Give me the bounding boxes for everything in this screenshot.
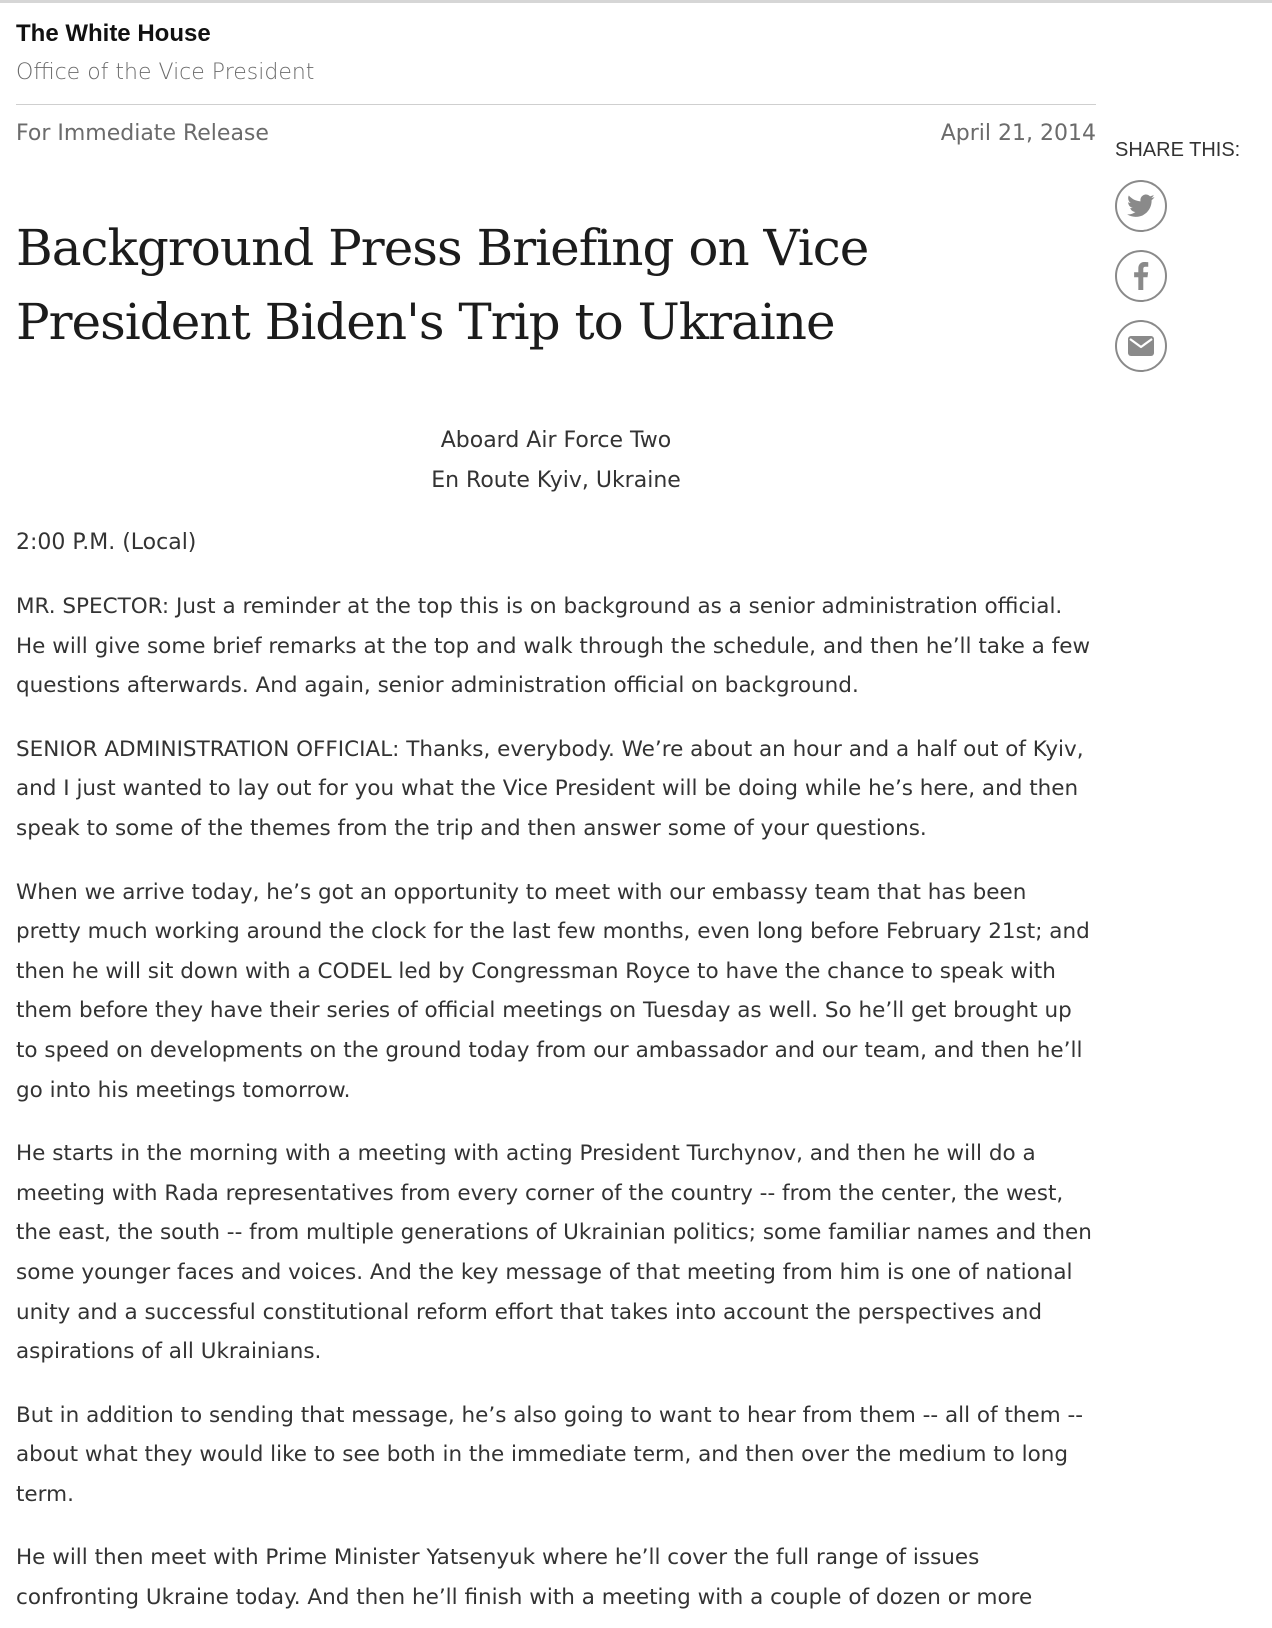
share-email-button[interactable] [1115, 320, 1167, 372]
email-icon [1128, 336, 1154, 356]
facebook-icon [1133, 262, 1149, 290]
dateline-line-1: Aboard Air Force Two [440, 428, 672, 453]
paragraph: He will then meet with Prime Minister Yatsenyuk where he’ll cover the full range of issues confronting Ukraine today. And then he’ll finish with a meeting with a couple of dozen or more [16, 1545, 1033, 1611]
share-facebook-button[interactable] [1115, 250, 1167, 302]
site-title[interactable]: The White House [16, 20, 211, 47]
release-date: April 21, 2014 [940, 121, 1096, 146]
share-label: SHARE THIS: [1115, 139, 1241, 161]
release-row [16, 119, 1096, 149]
share-twitter-button[interactable] [1115, 180, 1167, 232]
paragraph: When we arrive today, he’s got an opportunity to meet with our embassy team that has been pretty much working around the clock for the last few months, even long before February 21st; and then he will sit down with a CODEL led by Congressman Royce to have the chance to speak with them before they have their series of official meetings on Tuesday as well. So he’ll get brought up to speed on developments on the ground today from our ambassador and our team, and then he’ll go into his meetings tomorrow. [16, 879, 1090, 1103]
briefing-time: 2:00 P.M. (Local) [16, 530, 197, 555]
paragraph: SENIOR ADMINISTRATION OFFICIAL: Thanks, everybody. We’re about an hour and a half out of Kyiv, and I just wanted to lay out for you what the Vice President will be doing while he’s here, and then speak to some of the themes from the trip and then answer some of your questions. [16, 736, 1084, 841]
paragraph: He starts in the morning with a meeting with acting President Turchynov, and then he will do a meeting with Rada representatives from every corner of the country -- from the center, the west, the east, the south -- from multiple generations of Ukrainian politics; some familiar names and then some younger faces and voices. And the key message of that meeting from him is one of national unity and a successful constitutional reform effort that takes into account the perspectives and aspirations of all Ukrainians. [16, 1141, 1092, 1365]
dateline-line-2: En Route Kyiv, Ukraine [431, 468, 681, 493]
press-release [16, 18, 1096, 1618]
dateline [16, 421, 1096, 501]
paragraph: MR. SPECTOR: Just a reminder at the top this is on background as a senior administration official. He will give some brief remarks at the top and walk through the schedule, and then he’ll take a few questions afterwards. And again, senior administration official on background. [16, 594, 1091, 699]
article-title: Background Press Briefing on Vice President Biden's Trip to Ukraine [16, 219, 869, 351]
share-panel [1115, 136, 1265, 372]
header-divider [16, 104, 1096, 105]
paragraph: But in addition to sending that message, he’s also going to want to hear from them -- all of them -- about what they would like to see both in the immediate term, and then over the medium to long term. [16, 1402, 1084, 1507]
twitter-icon [1127, 194, 1155, 218]
release-label: For Immediate Release [16, 121, 269, 146]
top-border [0, 0, 1272, 3]
office-subtitle: Office of the Vice President [16, 60, 315, 85]
